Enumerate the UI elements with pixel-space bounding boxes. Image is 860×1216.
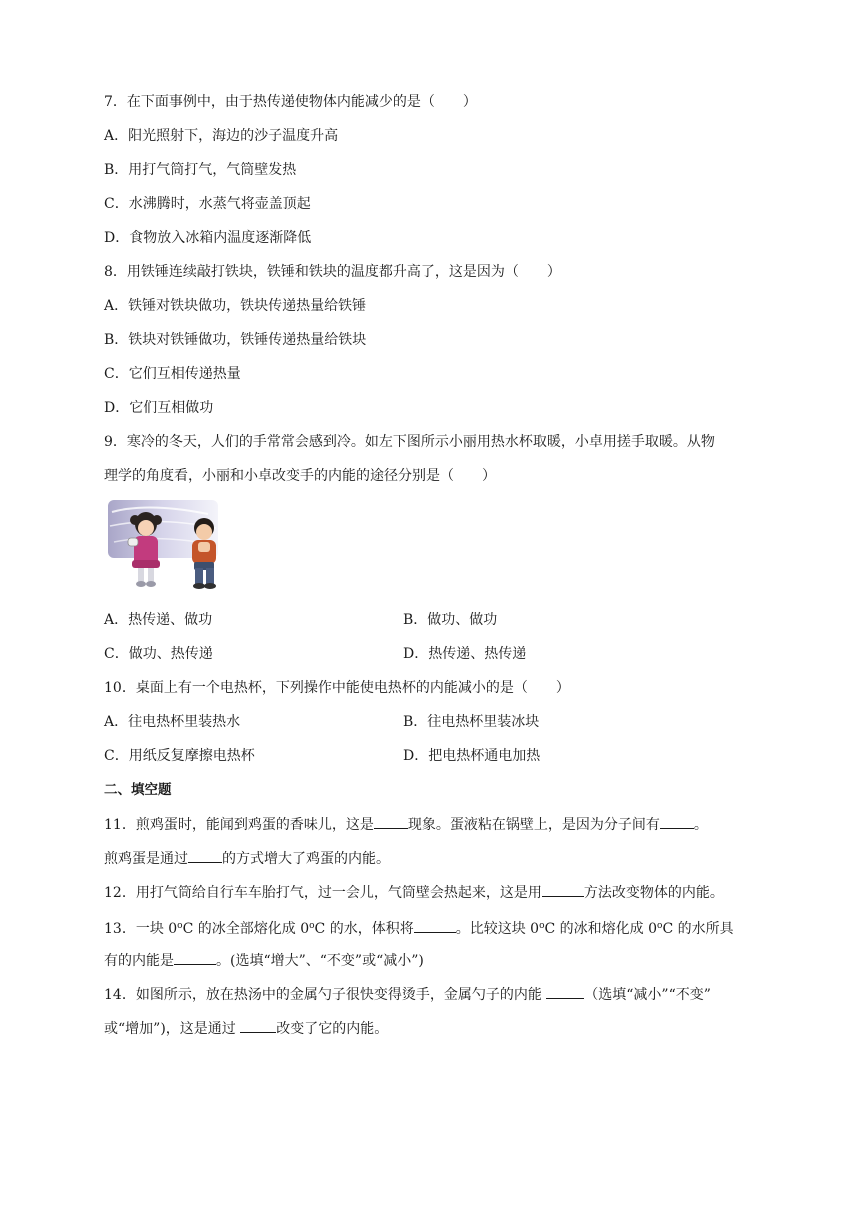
q7-option-b: B．用打气筒打气，气筒壁发热: [104, 162, 297, 178]
q14-text-4: 改变了它的内能。: [276, 1021, 389, 1037]
q13-text-3: C 的水，体积将: [314, 921, 414, 937]
q9-option-c: C．做功、热传递: [104, 646, 213, 662]
section-heading-fill-in: 二、填空题: [104, 782, 172, 798]
q9-option-b: B．做功、做功: [403, 612, 498, 628]
girl-with-cup-and-boy-rubbing-hands-illustration: [108, 498, 232, 594]
q7-option-a: A．阳光照射下，海边的沙子温度升高: [104, 128, 339, 144]
q11-text-3: 。: [693, 817, 708, 833]
q14-line1: [104, 984, 711, 1005]
q11-line2: [104, 848, 390, 869]
q10-option-c: C．用纸反复摩擦电热杯: [104, 748, 255, 764]
q11-text-5: 的方式增大了鸡蛋的内能。: [222, 851, 390, 867]
answer-blank: [542, 882, 584, 897]
answer-blank: [374, 814, 408, 829]
q11-line1: [104, 814, 708, 835]
q8-option-c: C．它们互相传递热量: [104, 366, 241, 382]
q11-text-2: 现象。蛋液粘在锅壁上，是因为分子间有: [407, 817, 660, 833]
q14-line2: [104, 1018, 388, 1039]
q11-text-1: 11．煎鸡蛋时，能闻到鸡蛋的香味儿，这是: [104, 817, 374, 833]
q13-text-8: 。(选填“增大”、“不变”或“减小”): [216, 953, 424, 969]
q10-option-d: D．把电热杯通电加热: [403, 748, 541, 764]
q14-text-3: 或“增加”)，这是通过: [104, 1021, 241, 1037]
answer-blank: [414, 918, 456, 933]
q12-line: [104, 882, 724, 903]
q13-text-2: C 的冰全部熔化成 0: [182, 921, 310, 937]
q8-option-d: D．它们互相做功: [104, 400, 214, 416]
q12-text-2: 方法改变物体的内能。: [583, 885, 724, 901]
q12-text-1: 12．用打气筒给自行车车胎打气，过一会儿，气筒壁会热起来，这是用: [104, 885, 542, 901]
q13-text-4: 。比较这块 0: [455, 921, 540, 937]
q13-text-5: C 的冰和熔化成 0: [544, 921, 658, 937]
answer-blank: [660, 814, 694, 829]
q13-text-1: 13．一块 0: [104, 921, 178, 937]
q10-option-b: B．往电热杯里装冰块: [403, 714, 540, 730]
q8-stem: 8．用铁锤连续敲打铁块，铁锤和铁块的温度都升高了，这是因为（ ）: [104, 264, 561, 280]
q10-stem: 10．桌面上有一个电热杯，下列操作中能使电热杯的内能减小的是（ ）: [104, 680, 570, 696]
q8-option-a: A．铁锤对铁块做功，铁块传递热量给铁锤: [104, 298, 367, 314]
q13-text-6: C 的水所具: [662, 921, 734, 937]
q7-stem: 7．在下面事例中，由于热传递使物体内能减少的是（ ）: [104, 94, 477, 110]
q7-option-d: D．食物放入冰箱内温度逐渐降低: [104, 230, 312, 246]
q9-stem-line1: 9．寒冷的冬天，人们的手常常会感到冷。如左下图所示小丽用热水杯取暖，小卓用搓手取暖。从物: [104, 434, 715, 450]
degree-mark: o: [657, 921, 663, 931]
answer-blank: [240, 1018, 276, 1033]
answer-blank: [546, 984, 584, 999]
q9-option-a: A．热传递、做功: [104, 612, 213, 628]
q8-option-b: B．铁块对铁锤做功，铁锤传递热量给铁块: [104, 332, 367, 348]
degree-mark: o: [177, 921, 183, 931]
q10-option-a: A．往电热杯里装热水: [104, 714, 241, 730]
q13-line2: [104, 950, 424, 971]
answer-blank: [174, 950, 216, 965]
q14-text-1: 14．如图所示，放在热汤中的金属勺子很快变得烫手，金属勺子的内能: [104, 987, 547, 1003]
q7-option-c: C．水沸腾时，水蒸气将壶盖顶起: [104, 196, 311, 212]
degree-mark: o: [539, 921, 545, 931]
q13-line1: [104, 916, 734, 939]
degree-mark: o: [309, 921, 315, 931]
q11-text-4: 煎鸡蛋是通过: [104, 851, 188, 867]
q14-text-2: （选填“减小”“不变”: [584, 987, 711, 1003]
q13-text-7: 有的内能是: [104, 953, 174, 969]
answer-blank: [188, 848, 222, 863]
q9-option-d: D．热传递、热传递: [403, 646, 527, 662]
q9-stem-line2: 理学的角度看，小丽和小卓改变手的内能的途径分别是（ ）: [104, 468, 496, 484]
